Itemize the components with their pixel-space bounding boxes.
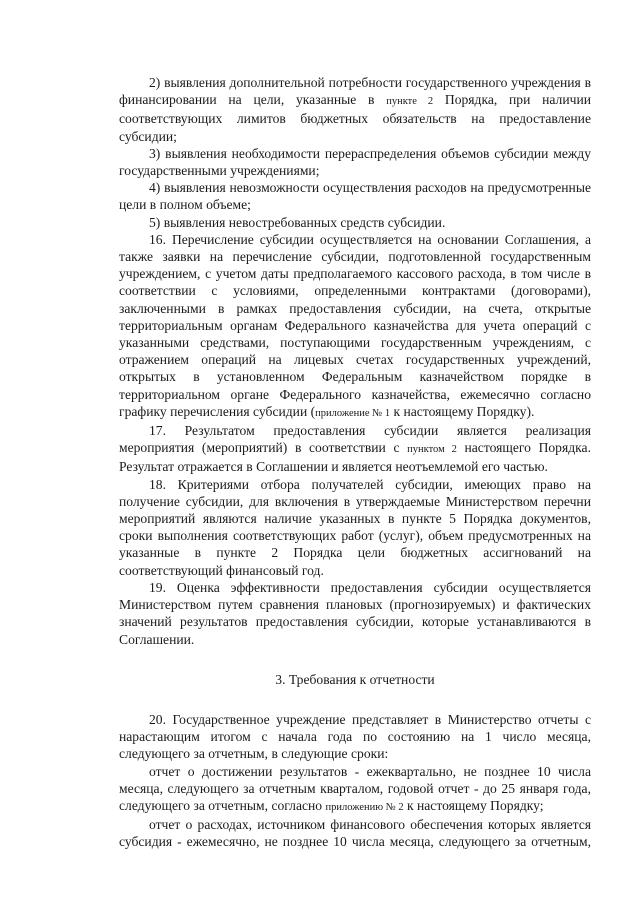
paragraph-p16: 16. Перечисление субсидии осуществляется на основании Соглашения, а также заявки на перечисление субсидии, подготовленной государственным учреждением, с учетом даты предполагаемого кассового расхода, в том числе в соответствии с условиями, определенными контрактами (договорами), заключенными в рамках предоставления субсидии, на счета, открытые территориальным органам Федерального казначейства для учета операций с указанными средствами, поступающими государственным учреждениям, с отражением операций на лицевых счетах государственных учреждений, открытых в установленном Федеральным казначейством порядке в территориальном органе Федерального казначейства, ежемесячно согласно графику перечисления субсидии (приложение № 1 к настоящему Порядку). — [119, 231, 591, 419]
paragraph-p2: 2) выявления дополнительной потребности государственного учреждения в финансировании на цели, указанные в пункте 2 Порядка, при наличии соответствующих лимитов бюджетных обязательств на предоставление субсидии; — [119, 75, 591, 144]
paragraph-p20b: отчет о расходах, источником финансового обеспечения которых является субсидия - ежемесячно, не позднее 10 числа месяца, следующего за отчетным, — [119, 817, 591, 850]
paragraph-p20a: отчет о достижении результатов - ежеквартально, не позднее 10 числа месяца, следующего за отчетным кварталом, годовой отчет - до 25 января года, следующего за отчетным, согласно приложению № 2 к настоящему Порядку; — [119, 763, 591, 813]
paragraph-p20: 20. Государственное учреждение представляет в Министерство отчеты с нарастающим итогом с начала года по состоянию на 1 число месяца, следующего за отчетным, в следующие сроки: — [119, 711, 591, 762]
paragraph-p19: 19. Оценка эффективности предоставления субсидии осуществляется Министерством путем сравнения плановых (прогнозируемых) и фактических значений результатов предоставления субсидии, которые устанавливаются в Соглашении. — [119, 579, 591, 647]
reference-text: пунктом 2 — [407, 444, 457, 456]
reference-text: приложению № 2 — [325, 801, 404, 813]
paragraph-p3: 3) выявления необходимости перераспределения объемов субсидии между государственными учреждениями; — [119, 145, 591, 179]
paragraphs-bottom — [119, 711, 591, 851]
paragraphs-top — [119, 74, 591, 648]
document-page — [119, 74, 591, 851]
paragraph-p4: 4) выявления невозможности осуществления расходов на предусмотренные цели в полном объеме; — [119, 180, 591, 213]
section-heading: 3. Требования к отчетности — [275, 671, 435, 687]
reference-text: пункте 2 — [386, 96, 434, 108]
reference-text: приложение № 1 — [315, 407, 391, 419]
paragraph-p5: 5) выявления невостребованных средств субсидии. — [149, 214, 446, 230]
paragraph-p18: 18. Критериями отбора получателей субсидии, имеющих право на получение субсидии, для включения в утверждаемые Министерством перечни мероприятий являются наличие указанных в пункте 5 Порядка документов, сроки выполнения соответствующих работ (услуг), объем предусмотренных на указанные в пункте 2 Порядка цели бюджетных ассигнований на соответствующий финансовый год. — [119, 476, 591, 578]
paragraph-p17: 17. Результатом предоставления субсидии является реализация мероприятия (мероприятий) в соответствии с пунктом 2 настоящего Порядка. Результат отражается в Соглашении и является неотъемлемой его частью. — [119, 423, 591, 475]
